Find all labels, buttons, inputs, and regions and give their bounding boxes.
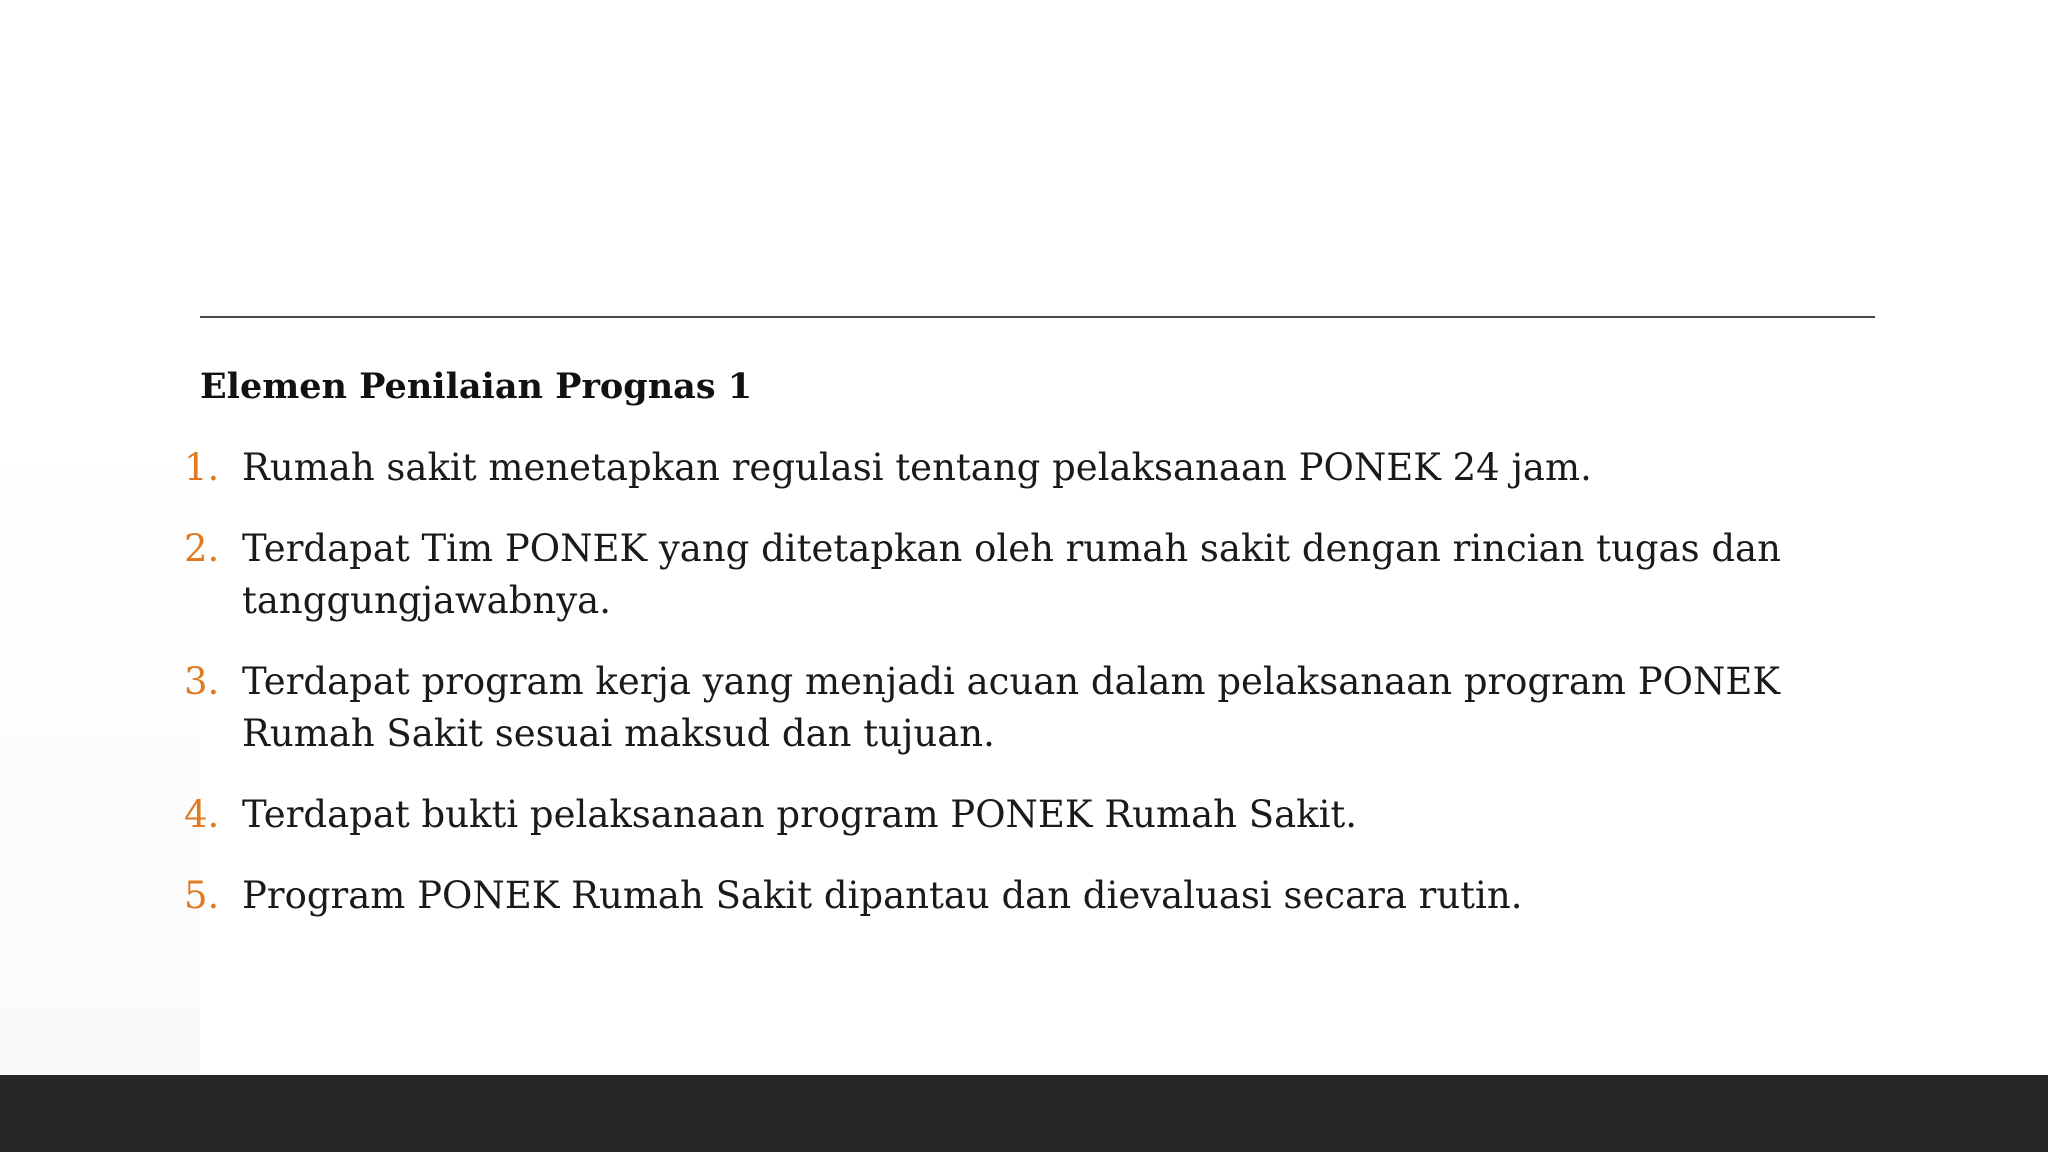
list-item-number: 1. [184, 446, 220, 489]
list-item-number: 3. [184, 660, 220, 703]
list-item-text: Rumah sakit menetapkan regulasi tentang pelaksanaan PONEK 24 jam. [242, 446, 1592, 489]
list-item-text: Program PONEK Rumah Sakit dipantau dan dievaluasi secara rutin. [242, 874, 1523, 917]
list-item-text: Terdapat bukti pelaksanaan program PONEK Rumah Sakit. [242, 793, 1358, 836]
title-divider [200, 316, 1875, 318]
list-item [0, 442, 1802, 494]
list-item [0, 789, 1802, 841]
list-item [0, 870, 1802, 922]
list-item [0, 656, 1802, 760]
list-item-text: Terdapat program kerja yang menjadi acuan dalam pelaksanaan program PONEK Rumah Sakit sesuai maksud dan tujuan. [242, 660, 1780, 755]
list-item [0, 523, 1802, 627]
section-heading: Elemen Penilaian Prognas 1 [200, 366, 753, 407]
footer-bar [0, 1075, 2048, 1152]
list-item-number: 5. [184, 874, 220, 917]
criteria-list [0, 442, 2048, 951]
list-item-number: 4. [184, 793, 220, 836]
list-item-number: 2. [184, 527, 220, 570]
list-item-text: Terdapat Tim PONEK yang ditetapkan oleh rumah sakit dengan rincian tugas dan tanggungjawabnya. [242, 527, 1781, 622]
